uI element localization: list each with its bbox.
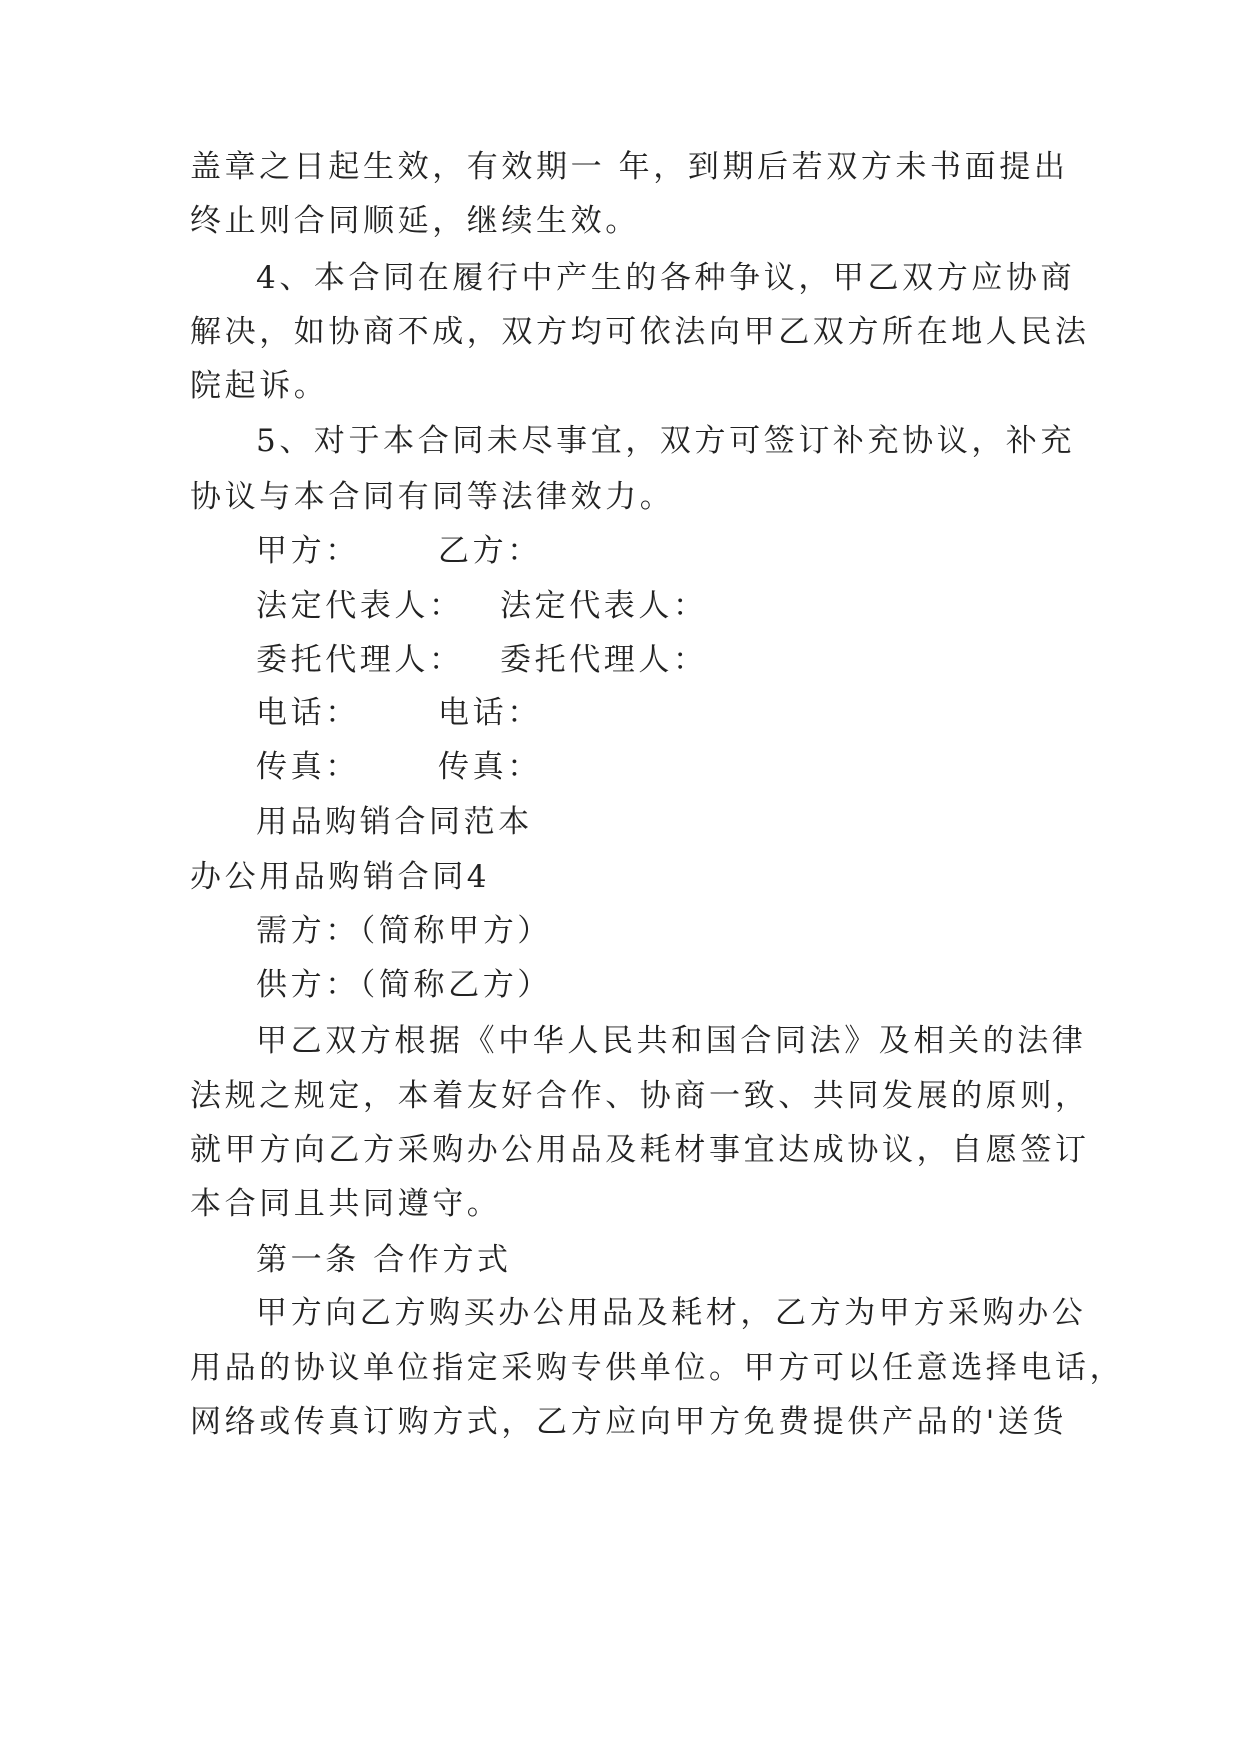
phone-a-label: 电话： xyxy=(256,695,360,731)
paragraph-line: 解决，如协商不成，双方均可依法向甲乙双方所在地人民法 xyxy=(190,314,1090,350)
agent-a-label: 委托代理人： xyxy=(256,642,464,678)
paragraph-line: 本合同且共同遵守。 xyxy=(190,1186,502,1222)
contract-title: 办公用品购销合同4 xyxy=(190,859,491,895)
paragraph-line: 盖章之日起生效，有效期一 年，到期后若双方未书面提出 xyxy=(190,149,1069,185)
paragraph-line: 5、对于本合同未尽事宜，双方可签订补充协议，补充 xyxy=(256,423,1076,459)
demand-party: 需方：（简称甲方） xyxy=(256,913,552,949)
rep-b-label: 法定代表人： xyxy=(500,588,708,624)
paragraph-line: 4、本合同在履行中产生的各种争议，甲乙双方应协商 xyxy=(256,260,1076,296)
paragraph-line: 甲方向乙方购买办公用品及耗材，乙方为甲方采购办公 xyxy=(256,1295,1087,1331)
paragraph-line: 就甲方向乙方采购办公用品及耗材事宜达成协议，自愿签订 xyxy=(190,1132,1090,1168)
paragraph-line: 院起诉。 xyxy=(190,368,329,404)
paragraph-line: 甲乙双方根据《中华人民共和国合同法》及相关的法律 xyxy=(256,1023,1087,1059)
phone-b-label: 电话： xyxy=(438,695,542,731)
rep-a-label: 法定代表人： xyxy=(256,588,464,624)
paragraph-line: 协议与本合同有同等法律效力。 xyxy=(190,479,675,515)
paragraph-line: 用品的协议单位指定采购专供单位。甲方可以任意选择电话， xyxy=(190,1350,1125,1386)
section-title: 用品购销合同范本 xyxy=(256,804,533,840)
fax-a-label: 传真： xyxy=(256,749,360,785)
article-title: 第一条 合作方式 xyxy=(256,1242,512,1278)
paragraph-line: 网络或传真订购方式，乙方应向甲方免费提供产品的'送货 xyxy=(190,1404,1068,1440)
party-a-label: 甲方： xyxy=(256,533,360,569)
agent-b-label: 委托代理人： xyxy=(500,642,708,678)
party-b-label: 乙方： xyxy=(438,533,542,569)
paragraph-line: 终止则合同顺延，继续生效。 xyxy=(190,203,640,239)
supply-party: 供方：（简称乙方） xyxy=(256,967,552,1003)
paragraph-line: 法规之规定，本着友好合作、协商一致、共同发展的原则， xyxy=(190,1078,1090,1114)
fax-b-label: 传真： xyxy=(438,749,542,785)
